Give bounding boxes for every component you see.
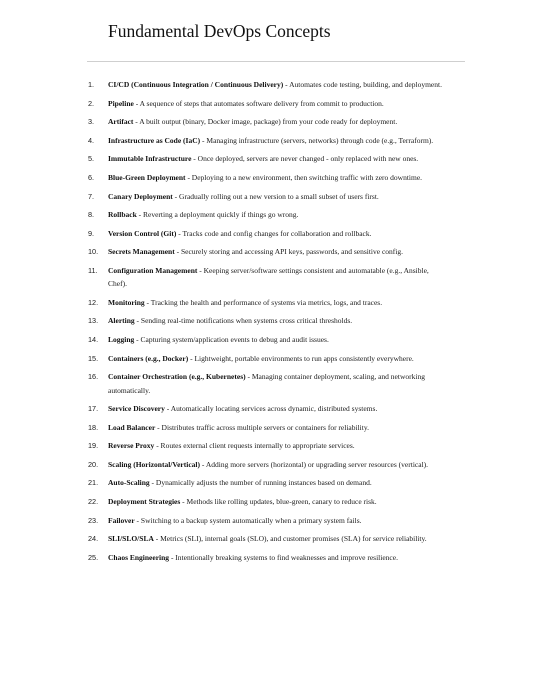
- item-number: 14.: [88, 335, 99, 345]
- item-number: 19.: [88, 441, 99, 451]
- item-description: - Lightweight, portable environments to run apps consistently everywhere.: [188, 353, 414, 363]
- list-item: [88, 78, 443, 91]
- item-term: Secrets Management: [108, 247, 175, 257]
- item-term: Rollback: [108, 210, 137, 220]
- item-term: Load Balancer: [108, 422, 156, 432]
- item-text: [108, 245, 443, 258]
- list-item: [88, 333, 443, 346]
- list-item: [88, 514, 443, 527]
- item-text: [108, 514, 443, 527]
- item-term: SLI/SLO/SLA: [108, 534, 154, 544]
- list-item: [88, 421, 443, 434]
- list-item: [88, 476, 443, 489]
- item-description: - Managing container deployment, scaling, and networking automatically.: [108, 372, 425, 395]
- item-text: [108, 227, 443, 240]
- item-description: - Reverting a deployment quickly if things go wrong.: [136, 210, 299, 220]
- item-term: Service Discovery: [108, 404, 165, 414]
- item-term: Version Control (Git): [108, 228, 177, 238]
- item-text: [108, 495, 443, 508]
- item-term: Container Orchestration (e.g., Kubernetes): [108, 372, 246, 382]
- list-item: [88, 171, 443, 184]
- item-term: Immutable Infrastructure: [108, 154, 192, 164]
- item-number: 15.: [88, 353, 99, 363]
- item-number: 24.: [88, 534, 99, 544]
- item-text: [108, 264, 443, 291]
- item-number: 2.: [88, 98, 95, 108]
- item-number: 3.: [88, 117, 95, 127]
- item-number: 21.: [88, 478, 99, 488]
- list-item: [88, 439, 443, 452]
- item-number: 4.: [88, 135, 95, 145]
- item-text: [108, 370, 443, 397]
- list-item: [88, 190, 443, 203]
- item-description: - Keeping server/software settings consistent and automatable (e.g., Ansible, Chef).: [108, 265, 429, 289]
- list-item: [88, 370, 443, 397]
- concept-list: [88, 78, 443, 569]
- item-text: [108, 208, 443, 221]
- item-number: 7.: [88, 191, 95, 201]
- list-item: [88, 97, 443, 110]
- item-term: Containers (e.g., Docker): [108, 353, 189, 363]
- item-term: Failover: [108, 515, 135, 525]
- item-number: 6.: [88, 172, 95, 182]
- list-item: [88, 264, 443, 291]
- page-title: Fundamental DevOps Concepts: [108, 21, 331, 41]
- item-description: - Gradually rolling out a new version to a small subset of users first.: [172, 191, 379, 201]
- item-text: [108, 551, 443, 564]
- item-number: 9.: [88, 228, 95, 238]
- item-term: Configuration Management: [108, 265, 198, 275]
- item-description: - Adding more servers (horizontal) or upgrading server resources (vertical).: [200, 459, 429, 469]
- item-description: - Sending real-time notifications when systems cross critical thresholds.: [134, 316, 353, 326]
- item-description: - Methods like rolling updates, blue-green, canary to reduce risk.: [180, 497, 377, 507]
- item-text: [108, 78, 443, 91]
- item-number: 25.: [88, 552, 99, 562]
- item-text: [108, 296, 443, 309]
- item-description: - Tracking the health and performance of systems via metrics, logs, and traces.: [144, 297, 383, 307]
- item-term: Alerting: [108, 316, 135, 326]
- item-term: Pipeline: [108, 98, 134, 108]
- item-text: [108, 115, 443, 128]
- item-number: 20.: [88, 459, 99, 469]
- item-description: - A sequence of steps that automates software delivery from commit to production.: [133, 98, 384, 108]
- list-item: [88, 134, 443, 147]
- item-description: - Automatically locating services across dynamic, distributed systems.: [164, 404, 378, 414]
- item-text: [108, 333, 443, 346]
- item-text: [108, 402, 443, 415]
- title-divider: [87, 61, 465, 62]
- list-item: [88, 495, 443, 508]
- item-description: - Tracks code and config changes for collaboration and rollback.: [176, 228, 372, 238]
- item-term: Reverse Proxy: [108, 441, 155, 451]
- list-item: [88, 227, 443, 240]
- item-description: - Distributes traffic across multiple servers or containers for reliability.: [155, 422, 369, 432]
- item-term: Canary Deployment: [108, 191, 173, 201]
- item-text: [108, 439, 443, 452]
- item-term: Artifact: [108, 117, 134, 127]
- item-text: [108, 532, 443, 545]
- item-description: - Managing infrastructure (servers, networks) through code (e.g., Terraform).: [200, 135, 434, 145]
- item-text: [108, 152, 443, 165]
- item-text: [108, 97, 443, 110]
- item-number: 17.: [88, 404, 99, 414]
- item-term: Infrastructure as Code (IaC): [108, 135, 201, 145]
- list-item: [88, 115, 443, 128]
- list-item: [88, 152, 443, 165]
- item-text: [108, 352, 443, 365]
- item-text: [108, 134, 443, 147]
- item-description: - Routes external client requests internally to appropriate services.: [154, 441, 355, 451]
- list-item: [88, 458, 443, 471]
- item-description: - Capturing system/application events to debug and audit issues.: [134, 335, 329, 345]
- item-text: [108, 171, 443, 184]
- item-term: Auto-Scaling: [108, 478, 150, 488]
- item-description: - A built output (binary, Docker image, package) from your code ready for deployment.: [133, 117, 398, 127]
- list-item: [88, 296, 443, 309]
- item-text: [108, 476, 443, 489]
- list-item: [88, 352, 443, 365]
- item-number: 10.: [88, 247, 99, 257]
- item-number: 1.: [88, 80, 95, 89]
- item-description: - Securely storing and accessing API keys, passwords, and sensitive config.: [174, 247, 404, 257]
- item-text: [108, 190, 443, 203]
- item-term: Monitoring: [108, 297, 145, 307]
- item-description: - Metrics (SLI), internal goals (SLO), and customer promises (SLA) for service reliability.: [153, 534, 427, 544]
- item-description: - Deploying to a new environment, then switching traffic with zero downtime.: [185, 172, 423, 182]
- item-description: - Intentionally breaking systems to find weaknesses and improve resilience.: [169, 552, 398, 562]
- item-text: [108, 421, 443, 434]
- list-item: [88, 532, 443, 545]
- item-term: Chaos Engineering: [108, 552, 170, 562]
- item-term: Deployment Strategies: [108, 497, 181, 507]
- item-number: 12.: [88, 297, 99, 307]
- item-term: Logging: [108, 335, 135, 345]
- item-number: 22.: [88, 497, 99, 507]
- item-text: [108, 458, 443, 471]
- item-term: Blue-Green Deployment: [108, 172, 186, 182]
- list-item: [88, 551, 443, 564]
- item-description: - Once deployed, servers are never changed - only replaced with new ones.: [191, 154, 419, 164]
- item-description: - Dynamically adjusts the number of running instances based on demand.: [149, 478, 372, 488]
- item-number: 5.: [88, 154, 95, 164]
- item-number: 23.: [88, 515, 99, 525]
- list-item: [88, 314, 443, 327]
- list-item: [88, 402, 443, 415]
- list-item: [88, 245, 443, 258]
- item-term: CI/CD (Continuous Integration / Continuous Delivery): [108, 80, 284, 89]
- item-term: Scaling (Horizontal/Vertical): [108, 459, 200, 469]
- item-number: 13.: [88, 316, 99, 326]
- item-description: - Automates code testing, building, and deployment.: [283, 80, 442, 89]
- item-description: - Switching to a backup system automatically when a primary system fails.: [134, 515, 362, 525]
- item-number: 18.: [88, 422, 99, 432]
- list-item: [88, 208, 443, 221]
- item-number: 8.: [88, 210, 95, 220]
- item-number: 11.: [88, 265, 98, 275]
- item-text: [108, 314, 443, 327]
- item-number: 16.: [88, 372, 99, 382]
